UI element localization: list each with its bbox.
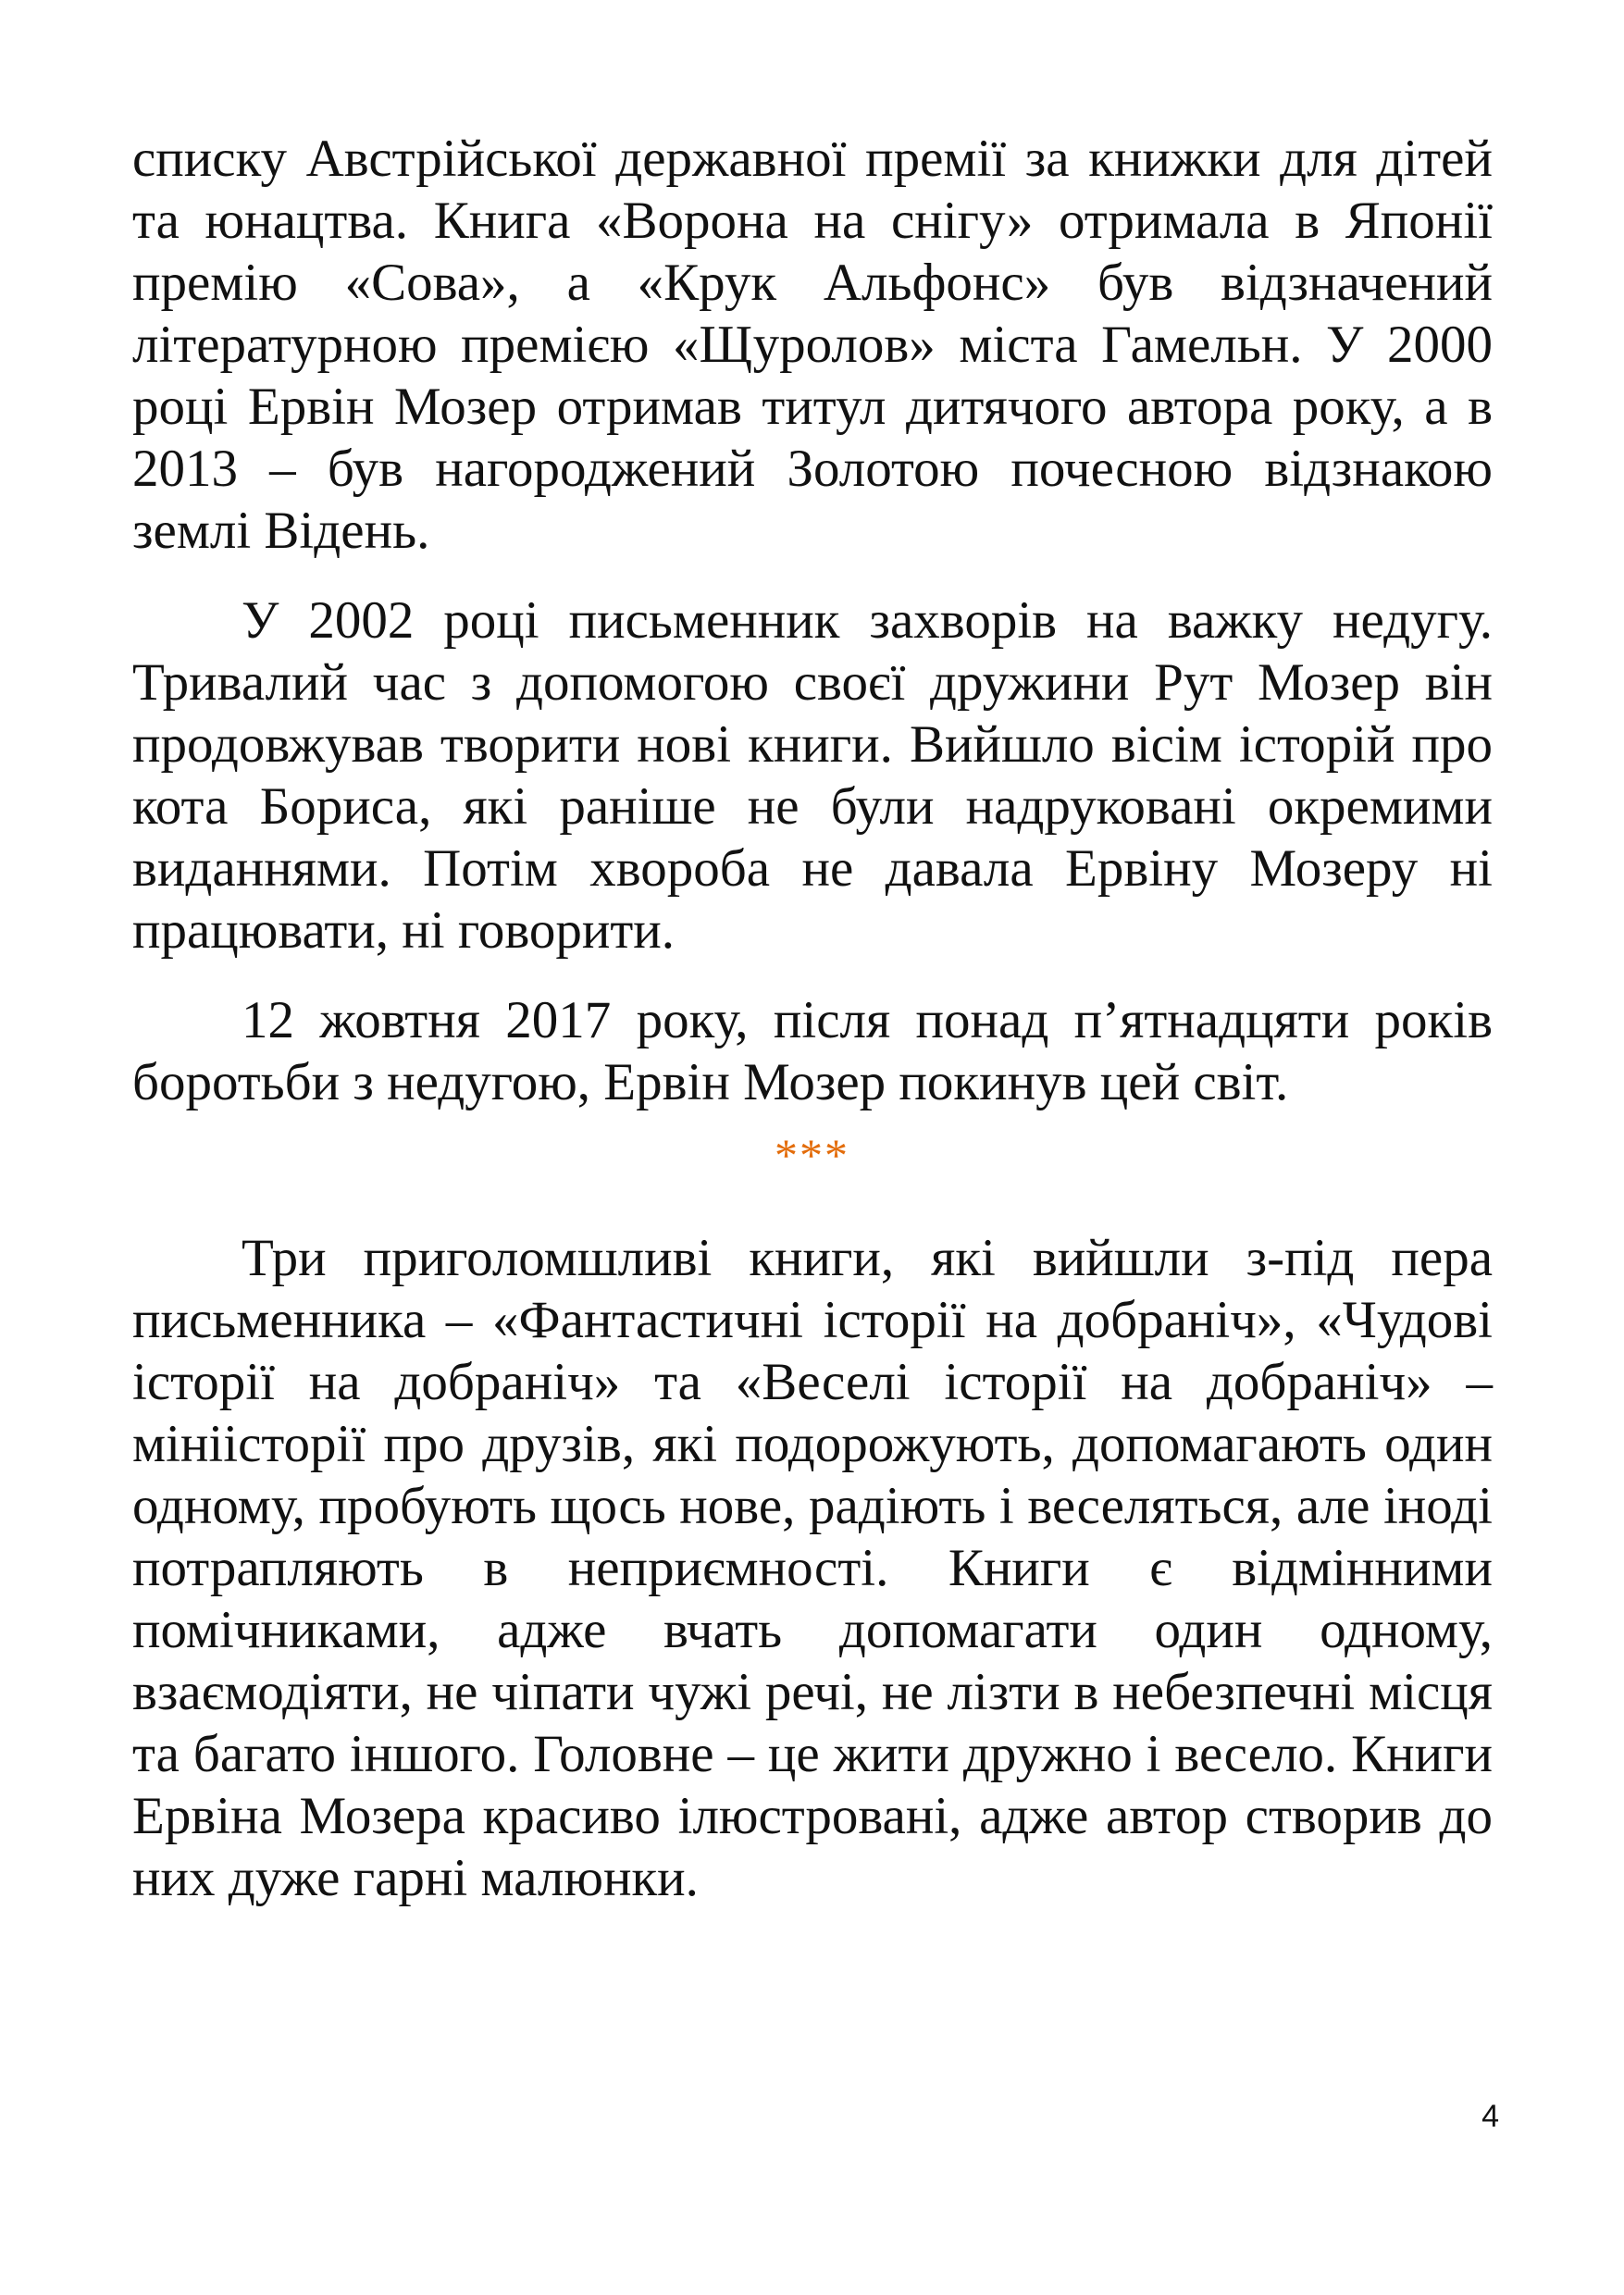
- page-number: 4: [1481, 2099, 1499, 2134]
- paragraph-books: Три приголомшливі книги, які вийшли з-під пера письменника – «Фантастичні історії на добраніч», «Чудові історії на добраніч» та «Веселі історії на добраніч» – мініісторії про друзів, які подорожують, допомагають один одному, пробують щось нове, радіють і веселяться, але іноді потрапляють в неприємності. Книги є відмінними помічниками, адже вчать допомагати один одному, взаємодіяти, не чіпати чужі речі, не лізти в небезпечні місця та багато іншого. Головне – це жити дружно і весело. Книги Ервіна Мозера красиво ілюстровані, адже автор створив до них дуже гарні малюнки.: [132, 1229, 1493, 1907]
- paragraph-illness: У 2002 році письменник захворів на важку недугу. Тривалий час з допомогою своєї дружини Рут Мозер він продовжував творити нові книги. Вийшло вісім історій про кота Бориса, які раніше не були надруковані окремими виданнями. Потім хвороба не давала Ервіну Мозеру ні працювати, ні говорити.: [132, 591, 1493, 960]
- section-divider: ***: [775, 1129, 849, 1181]
- paragraph-death: 12 жовтня 2017 року, після понад п’ятнадцяти років боротьби з недугою, Ервін Мозер покинув цей світ.: [132, 991, 1493, 1111]
- text-section-upper: [132, 128, 1493, 1141]
- paragraph-awards: списку Австрійської державної премії за книжки для дітей та юнацтва. Книга «Ворона на снігу» отримала в Японії премію «Сова», а «Крук Альфонс» був відзначений літературною премією «Щуролов» міста Гамельн. У 2000 році Ервін Мозер отримав титул дитячого автора року, а в 2013 – був нагороджений Золотою почесною відзнакою землі Відень.: [132, 130, 1493, 560]
- text-section-lower: [132, 1227, 1493, 1937]
